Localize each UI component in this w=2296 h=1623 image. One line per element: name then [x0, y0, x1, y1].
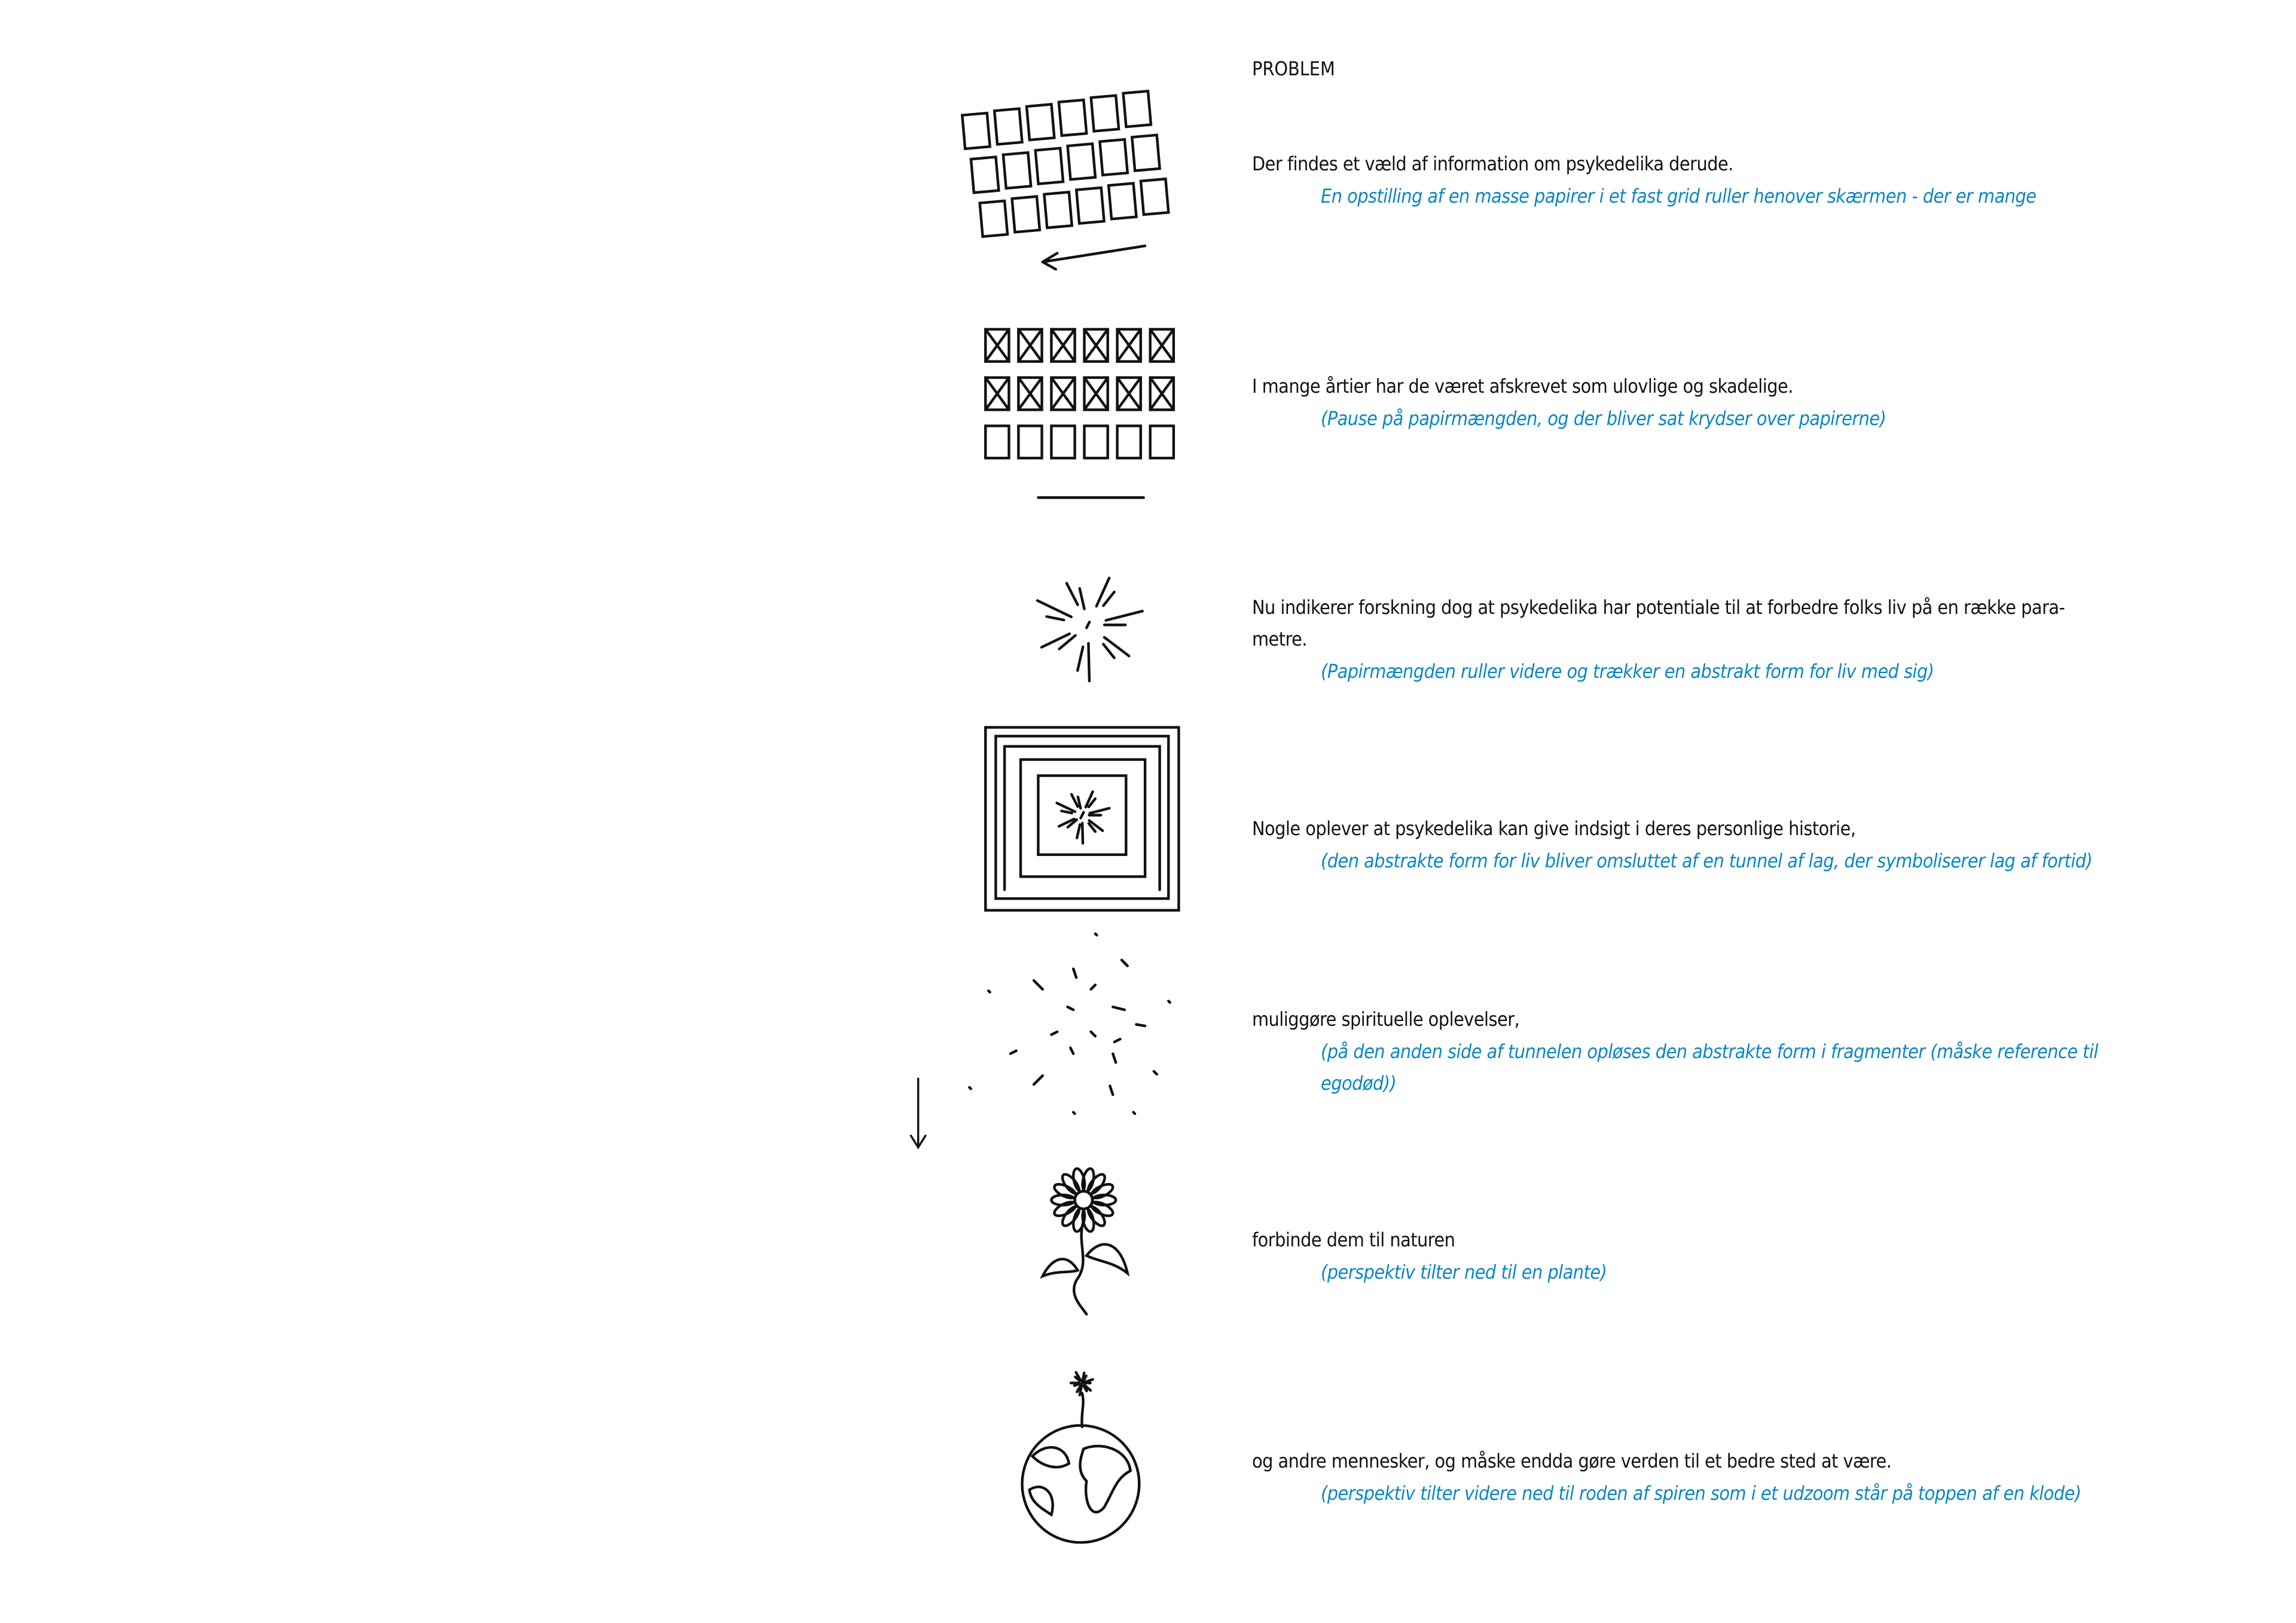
section-text-cont: metre.: [1252, 628, 1308, 650]
fragments-icon: [969, 934, 1170, 1114]
paper-icon: [994, 109, 1022, 145]
fragment: [1091, 1032, 1095, 1036]
spark-stroke: [1037, 601, 1071, 617]
cross-icon: [985, 329, 1009, 362]
paper-icon: [1132, 135, 1159, 171]
arrow-left-icon: [1043, 246, 1145, 269]
spark-center: [1086, 622, 1089, 628]
fragment: [1122, 960, 1128, 966]
section-text: Nu indikerer forskning dog at psykedelika har potentiale til at forbedre folks liv på en række para-: [1252, 596, 2065, 619]
cross-icon: [1051, 329, 1074, 362]
fragment: [1067, 1007, 1073, 1010]
section-note: En opstilling af en masse papirer i et fast grid ruller henover skærmen - der er mange: [1321, 185, 2037, 207]
cross-icon: [1118, 378, 1141, 410]
sprout-stem: [1082, 1393, 1083, 1427]
arrow-down-icon: [911, 1078, 925, 1147]
fragment: [1095, 934, 1097, 935]
spark-stroke: [1080, 588, 1085, 609]
crossed-paper-grid-icon: [985, 329, 1174, 498]
paper-icon: [971, 157, 999, 193]
paper-icon: [1012, 197, 1039, 233]
flower-center: [1075, 1191, 1092, 1209]
fragment: [1073, 1112, 1074, 1114]
paper-icon: [1100, 139, 1127, 175]
spark-stroke: [1103, 644, 1114, 658]
paper-icon: [1027, 104, 1054, 140]
paper-icon: [1118, 426, 1141, 458]
paper-icon: [985, 426, 1009, 458]
spark-stroke: [1071, 794, 1077, 806]
paper-grid-scroll-icon: [962, 91, 1168, 269]
cross-icon: [1085, 378, 1108, 410]
fragment: [1168, 1001, 1170, 1002]
paper-icon: [1150, 426, 1174, 458]
paper-icon: [980, 201, 1007, 237]
spark-stroke: [1061, 811, 1071, 814]
fragment: [1115, 1039, 1120, 1042]
cross-icon: [1150, 329, 1174, 362]
paper-icon: [1051, 426, 1074, 458]
paper-icon: [1036, 148, 1063, 184]
paper-icon: [1085, 426, 1108, 458]
paper-icon: [1003, 152, 1031, 188]
cross-icon: [1118, 329, 1141, 362]
flower-icon: [1043, 1167, 1128, 1314]
sprout-flower: [1071, 1373, 1093, 1395]
cross-icon: [1150, 378, 1174, 410]
spark-stroke: [1088, 643, 1089, 681]
leaf: [1043, 1259, 1078, 1276]
cross-icon: [1018, 378, 1042, 410]
cross-icon: [1085, 329, 1108, 362]
fragment: [1110, 1086, 1113, 1095]
section-text: Nogle oplever at psykedelika kan give indsigt i deres personlige historie,: [1252, 817, 1856, 840]
spark-stroke: [1104, 637, 1129, 656]
fragment: [1154, 1071, 1157, 1074]
paper-icon: [1059, 100, 1086, 136]
spark-stroke: [1047, 616, 1064, 620]
fragment: [1073, 969, 1076, 978]
fragment: [1113, 1007, 1125, 1010]
cross-icon: [985, 378, 1009, 410]
section-note: (Pause på papirmængden, og der bliver sat krydser over papirerne): [1321, 407, 1886, 430]
section-note: (på den anden side af tunnelen opløses den abstrakte form i fragmenter (måske reference til: [1321, 1040, 2098, 1063]
section-note: (den abstrakte form for liv bliver omsluttet af en tunnel af lag, der symboliserer lag af fortid): [1321, 849, 2093, 872]
paper-icon: [1018, 426, 1042, 458]
fragment: [1136, 1025, 1145, 1026]
fragment: [1113, 1054, 1116, 1063]
continents: [1030, 1446, 1131, 1515]
paper-icon: [1123, 91, 1151, 127]
fragment: [1134, 1112, 1135, 1114]
section-note: (perspektiv tilter ned til en plante): [1321, 1261, 1607, 1283]
paper-icon: [1076, 188, 1104, 224]
page-heading: PROBLEM: [1252, 57, 1335, 80]
section-text: Der findes et væld af information om psykedelika derude.: [1252, 152, 1733, 175]
fragment: [1091, 985, 1095, 989]
cross-icon: [1051, 378, 1074, 410]
spark-stroke: [1085, 1380, 1092, 1382]
fragment: [1034, 980, 1043, 989]
tunnel-icon: [985, 728, 1178, 910]
spark-stroke: [1077, 824, 1080, 838]
section-text: og andre mennesker, og måske endda gøre verden til et bedre sted at være.: [1252, 1450, 1892, 1472]
tunnel-layer: [985, 728, 1178, 910]
fragment: [969, 1087, 970, 1089]
paper-icon: [1068, 144, 1095, 180]
spark-stroke: [1057, 803, 1074, 812]
sparkle-icon: [1057, 791, 1109, 843]
globe: [1022, 1425, 1139, 1542]
spark-stroke: [1106, 611, 1143, 621]
paper-icon: [1141, 179, 1168, 215]
leaf: [1086, 1245, 1128, 1273]
spark-stroke: [1103, 592, 1114, 606]
fragment: [1034, 1075, 1043, 1084]
paper-icon: [1091, 96, 1119, 132]
sparkle-icon: [1037, 578, 1143, 681]
globe-with-sprout-icon: [1022, 1373, 1139, 1543]
paper-icon: [962, 113, 990, 149]
spark-stroke: [1077, 647, 1083, 671]
section-note: (Papirmængden ruller videre og trækker en abstrakt form for liv med sig): [1321, 660, 1934, 683]
spark-stroke: [1082, 823, 1083, 843]
section-text: forbinde dem til naturen: [1252, 1228, 1455, 1251]
paper-icon: [1044, 192, 1071, 228]
spark-center: [1080, 812, 1083, 818]
cross-icon: [1018, 329, 1042, 362]
section-text: I mange årtier har de været afskrevet som ulovlige og skadelige.: [1252, 375, 1793, 398]
section-note-cont: egodød)): [1321, 1072, 1397, 1095]
fragment: [988, 991, 990, 992]
fragment: [1051, 1032, 1057, 1035]
section-text: muliggøre spirituelle oplevelser,: [1252, 1008, 1520, 1031]
paper-icon: [1109, 184, 1136, 219]
fragment: [1010, 1051, 1016, 1054]
fragment: [1070, 1048, 1073, 1054]
spark-stroke: [1067, 583, 1078, 605]
section-note: (perspektiv tilter videre ned til roden af spiren som i et udzoom står på toppen af en klode): [1321, 1482, 2081, 1505]
spark-stroke: [1090, 808, 1110, 813]
